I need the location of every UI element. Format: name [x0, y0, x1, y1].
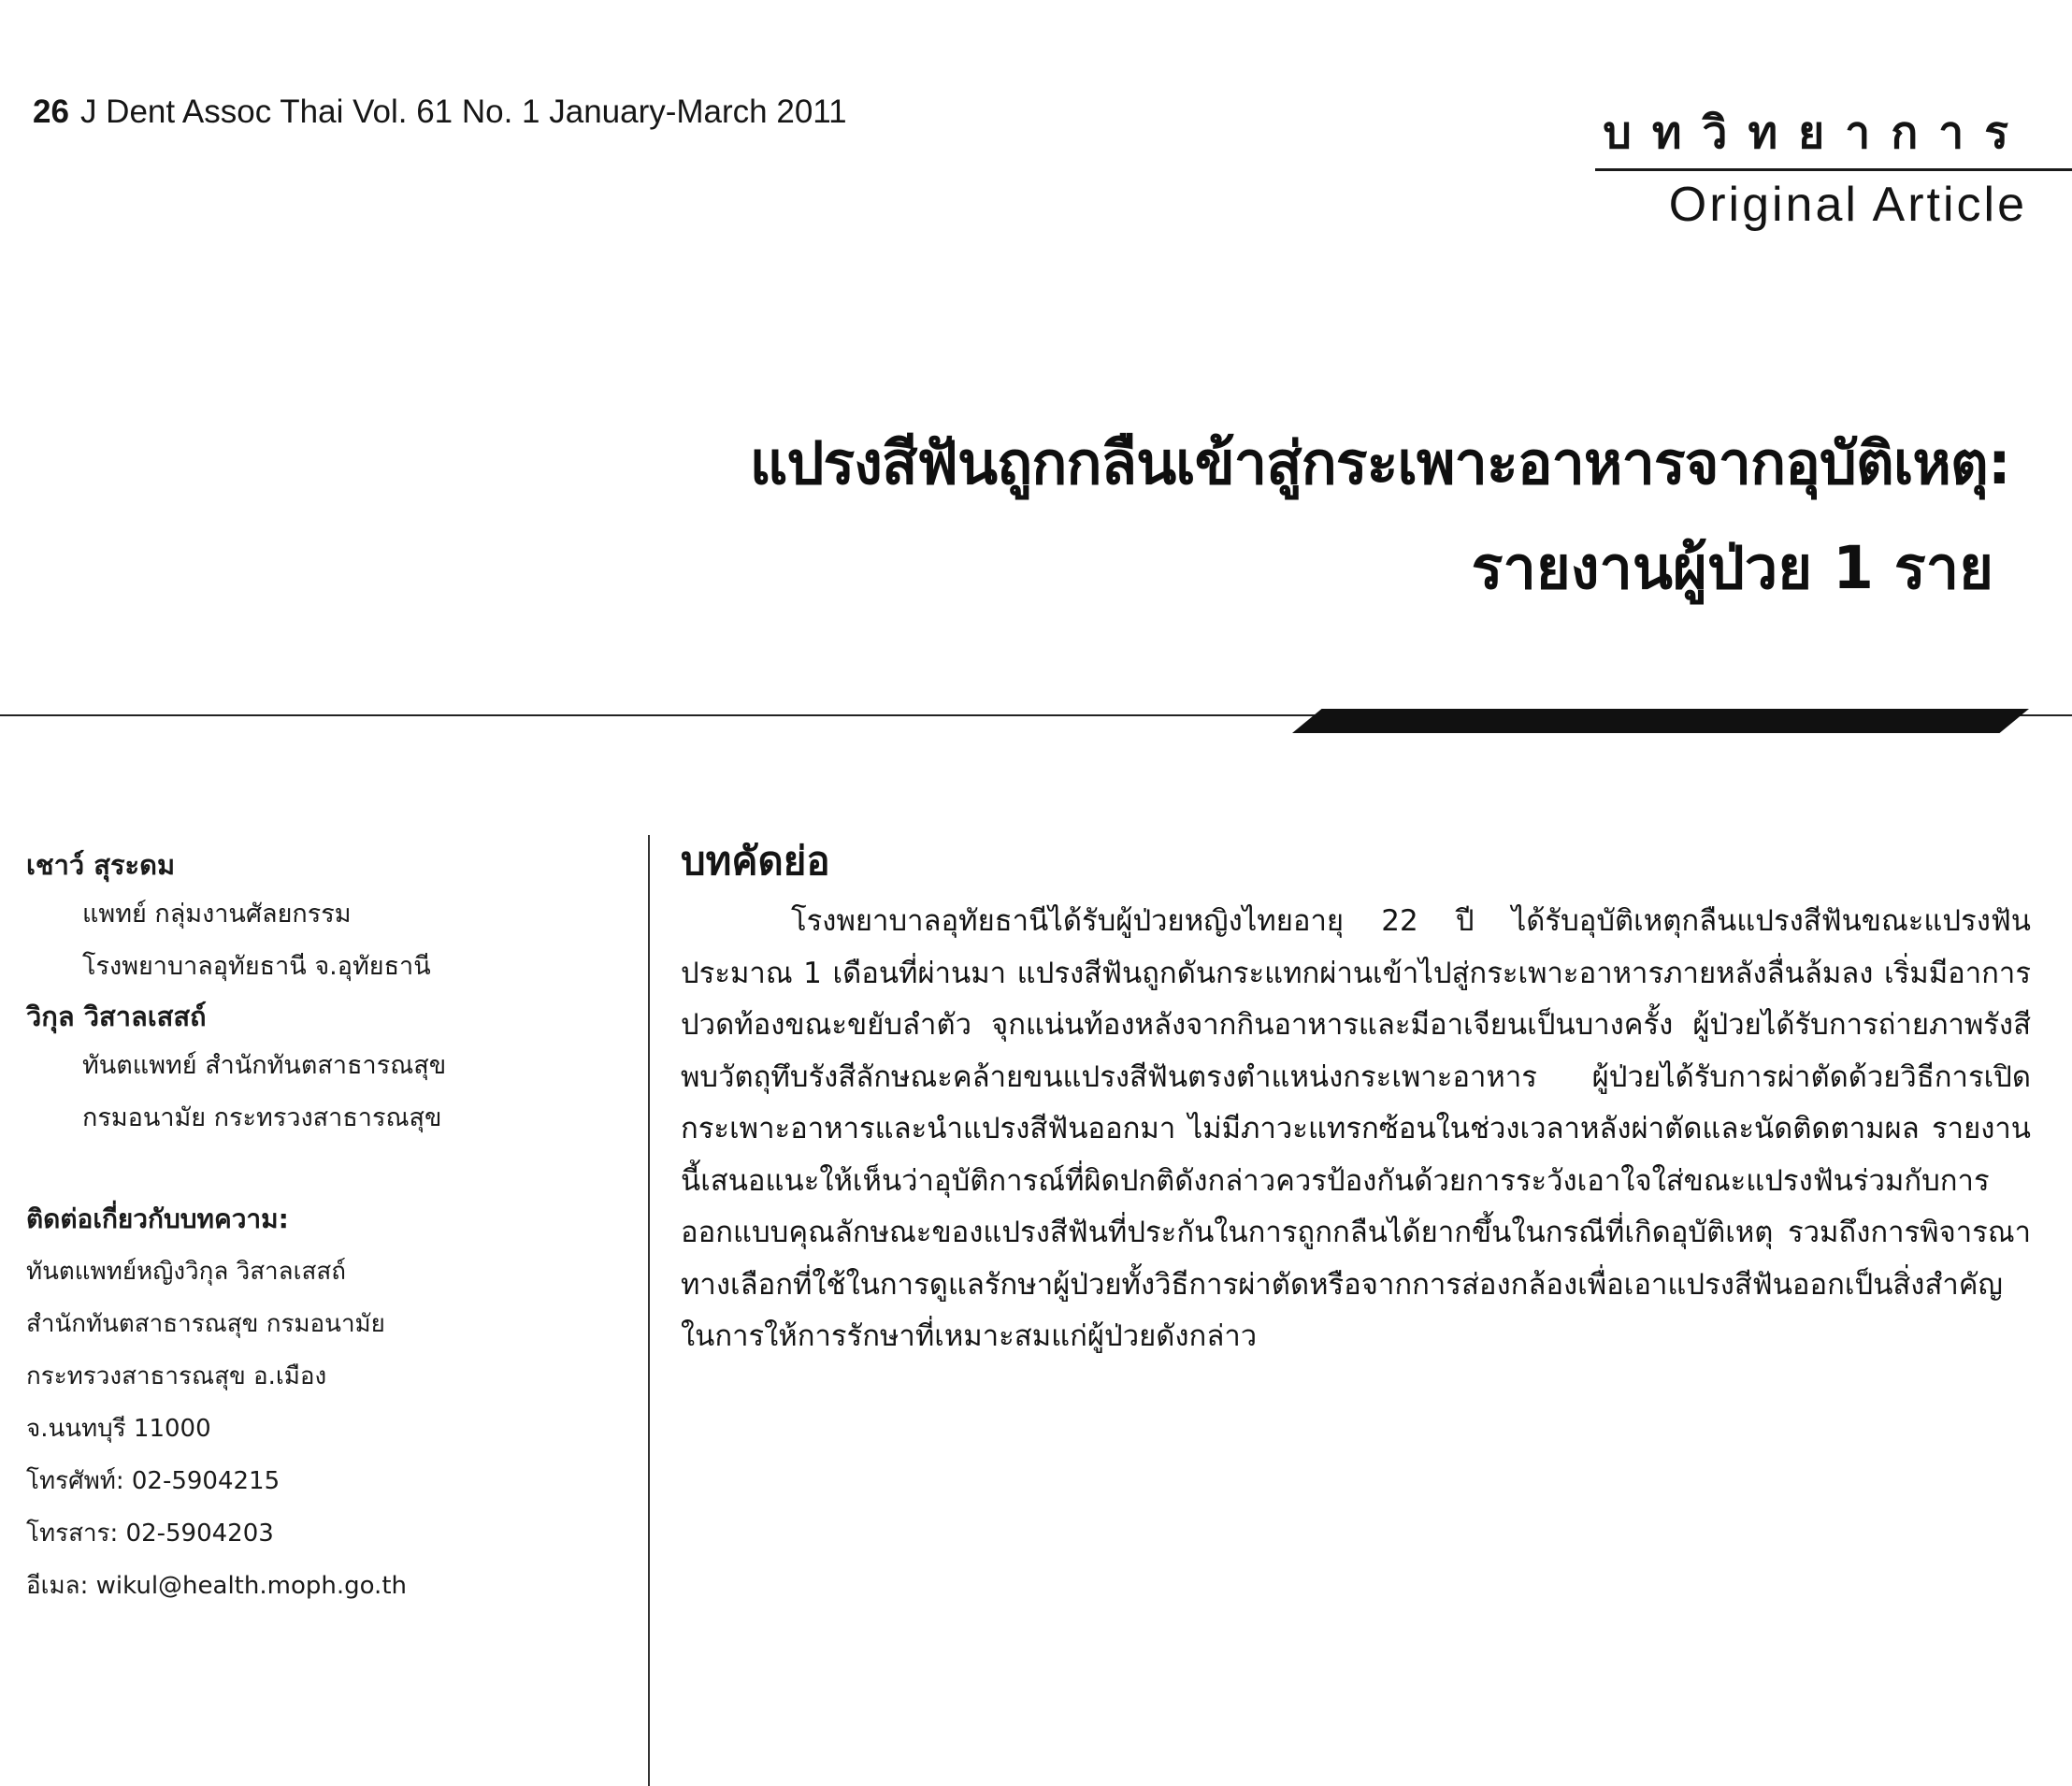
contact-name: ทันตแพทย์หญิงวิกุล วิสาลเสสถ์	[26, 1258, 346, 1286]
section-label	[1595, 105, 2072, 233]
contact-fax: โทรสาร: 02-5904203	[26, 1520, 274, 1548]
author-affiliation: ทันตแพทย์ สำนักทันตสาธารณสุข	[82, 1051, 447, 1080]
abstract	[681, 830, 2031, 1363]
contact-phone: โทรศัพท์: 02-5904215	[26, 1467, 281, 1495]
column-rule	[648, 835, 650, 1786]
abstract-body: โรงพยาบาลอุทัยธานีได้รับผู้ป่วยหญิงไทยอายุ 22 ปี ได้รับอุบัติเหตุกลืนแปรงสีฟันขณะแปรงฟัน ประมาณ 1 เดือนที่ผ่านมา แปรงสีฟันถูกดันกระแทกผ่านเข้าไปสู่กระเพาะอาหารภายหลังลื่นล้มลง เริ่มมีอาการปวดท้องขณะขยับลำตัว จุกแน่นท้องหลังจากกินอาหารและมีอาเจียนเป็นบางครั้ง ผู้ป่วยได้รับการถ่ายภาพรังสี พบวัตถุทึบรังสีลักษณะคล้ายขนแปรงสีฟันตรงตำแหน่งกระเพาะอาหาร ผู้ป่วยได้รับการผ่าตัดด้วยวิธีการเปิดกระเพาะอาหารและนำแปรงสีฟันออกมา ไม่มีภาวะแทรกซ้อนในช่วงเวลาหลังผ่าตัดและนัดติดตามผล รายงานนี้เสนอแนะให้เห็นว่าอุบัติการณ์ที่ผิดปกติดังกล่าวควรป้องกันด้วยการระวังเอาใจใส่ขณะแปรงฟันร่วมกับการออกแบบคุณลักษณะของแปรงสีฟันที่ประกันในการถูกกลืนได้ยากขึ้นในกรณีที่เกิดอุบัติเหตุ รวมถึงการพิจารณาทางเลือกที่ใช้ในการดูแลรักษาผู้ป่วยทั้งวิธีการผ่าตัดหรือจากการส่องกล้องเพื่อเอาแปรงสีฟันออกเป็นสิ่งสำคัญในการให้การรักษาที่เหมาะสมแก่ผู้ป่วยดังกล่าว	[681, 904, 2031, 1353]
contact-heading: ติดต่อเกี่ยวกับบทความ:	[26, 1203, 289, 1234]
author-affiliation: แพทย์ กลุ่มงานศัลยกรรม	[82, 900, 352, 929]
running-head	[33, 94, 847, 131]
contact-postcode: จ.นนทบุรี 11000	[26, 1415, 211, 1443]
title-divider-band	[1292, 709, 2029, 733]
contact-email: อีเมล: wikul@health.moph.go.th	[26, 1572, 407, 1600]
section-thai: บทวิทยาการ	[1603, 107, 2029, 159]
title-line-2: รายงานผู้ป่วย 1 ราย	[1471, 534, 1993, 602]
author-name: วิกุล วิสาลเสสถ์	[26, 1001, 207, 1032]
author-affiliation: กรมอนามัย กระทรวงสาธารณสุข	[82, 1103, 442, 1132]
journal-citation: J Dent Assoc Thai Vol. 61 No. 1 January-March 2011	[79, 94, 847, 130]
section-english: Original Article	[1668, 178, 2027, 232]
contact-office: สำนักทันตสาธารณสุข กรมอนามัย	[26, 1310, 385, 1338]
section-rule	[1595, 168, 2072, 171]
abstract-heading: บทคัดย่อ	[681, 838, 830, 884]
title-line-1: แปรงสีฟันถูกกลืนเข้าสู่กระเพาะอาหารจากอุบัติเหตุ:	[749, 429, 2010, 497]
page-number: 26	[33, 94, 69, 130]
author-block	[26, 842, 625, 993]
author-column	[26, 842, 625, 1612]
contact-ministry: กระทรวงสาธารณสุข อ.เมือง	[26, 1362, 327, 1390]
author-name: เชาว์ สุระดม	[26, 849, 176, 881]
author-block	[26, 993, 625, 1145]
author-affiliation: โรงพยาบาลอุทัยธานี จ.อุทัยธานี	[82, 952, 431, 981]
article-title	[514, 411, 2010, 621]
